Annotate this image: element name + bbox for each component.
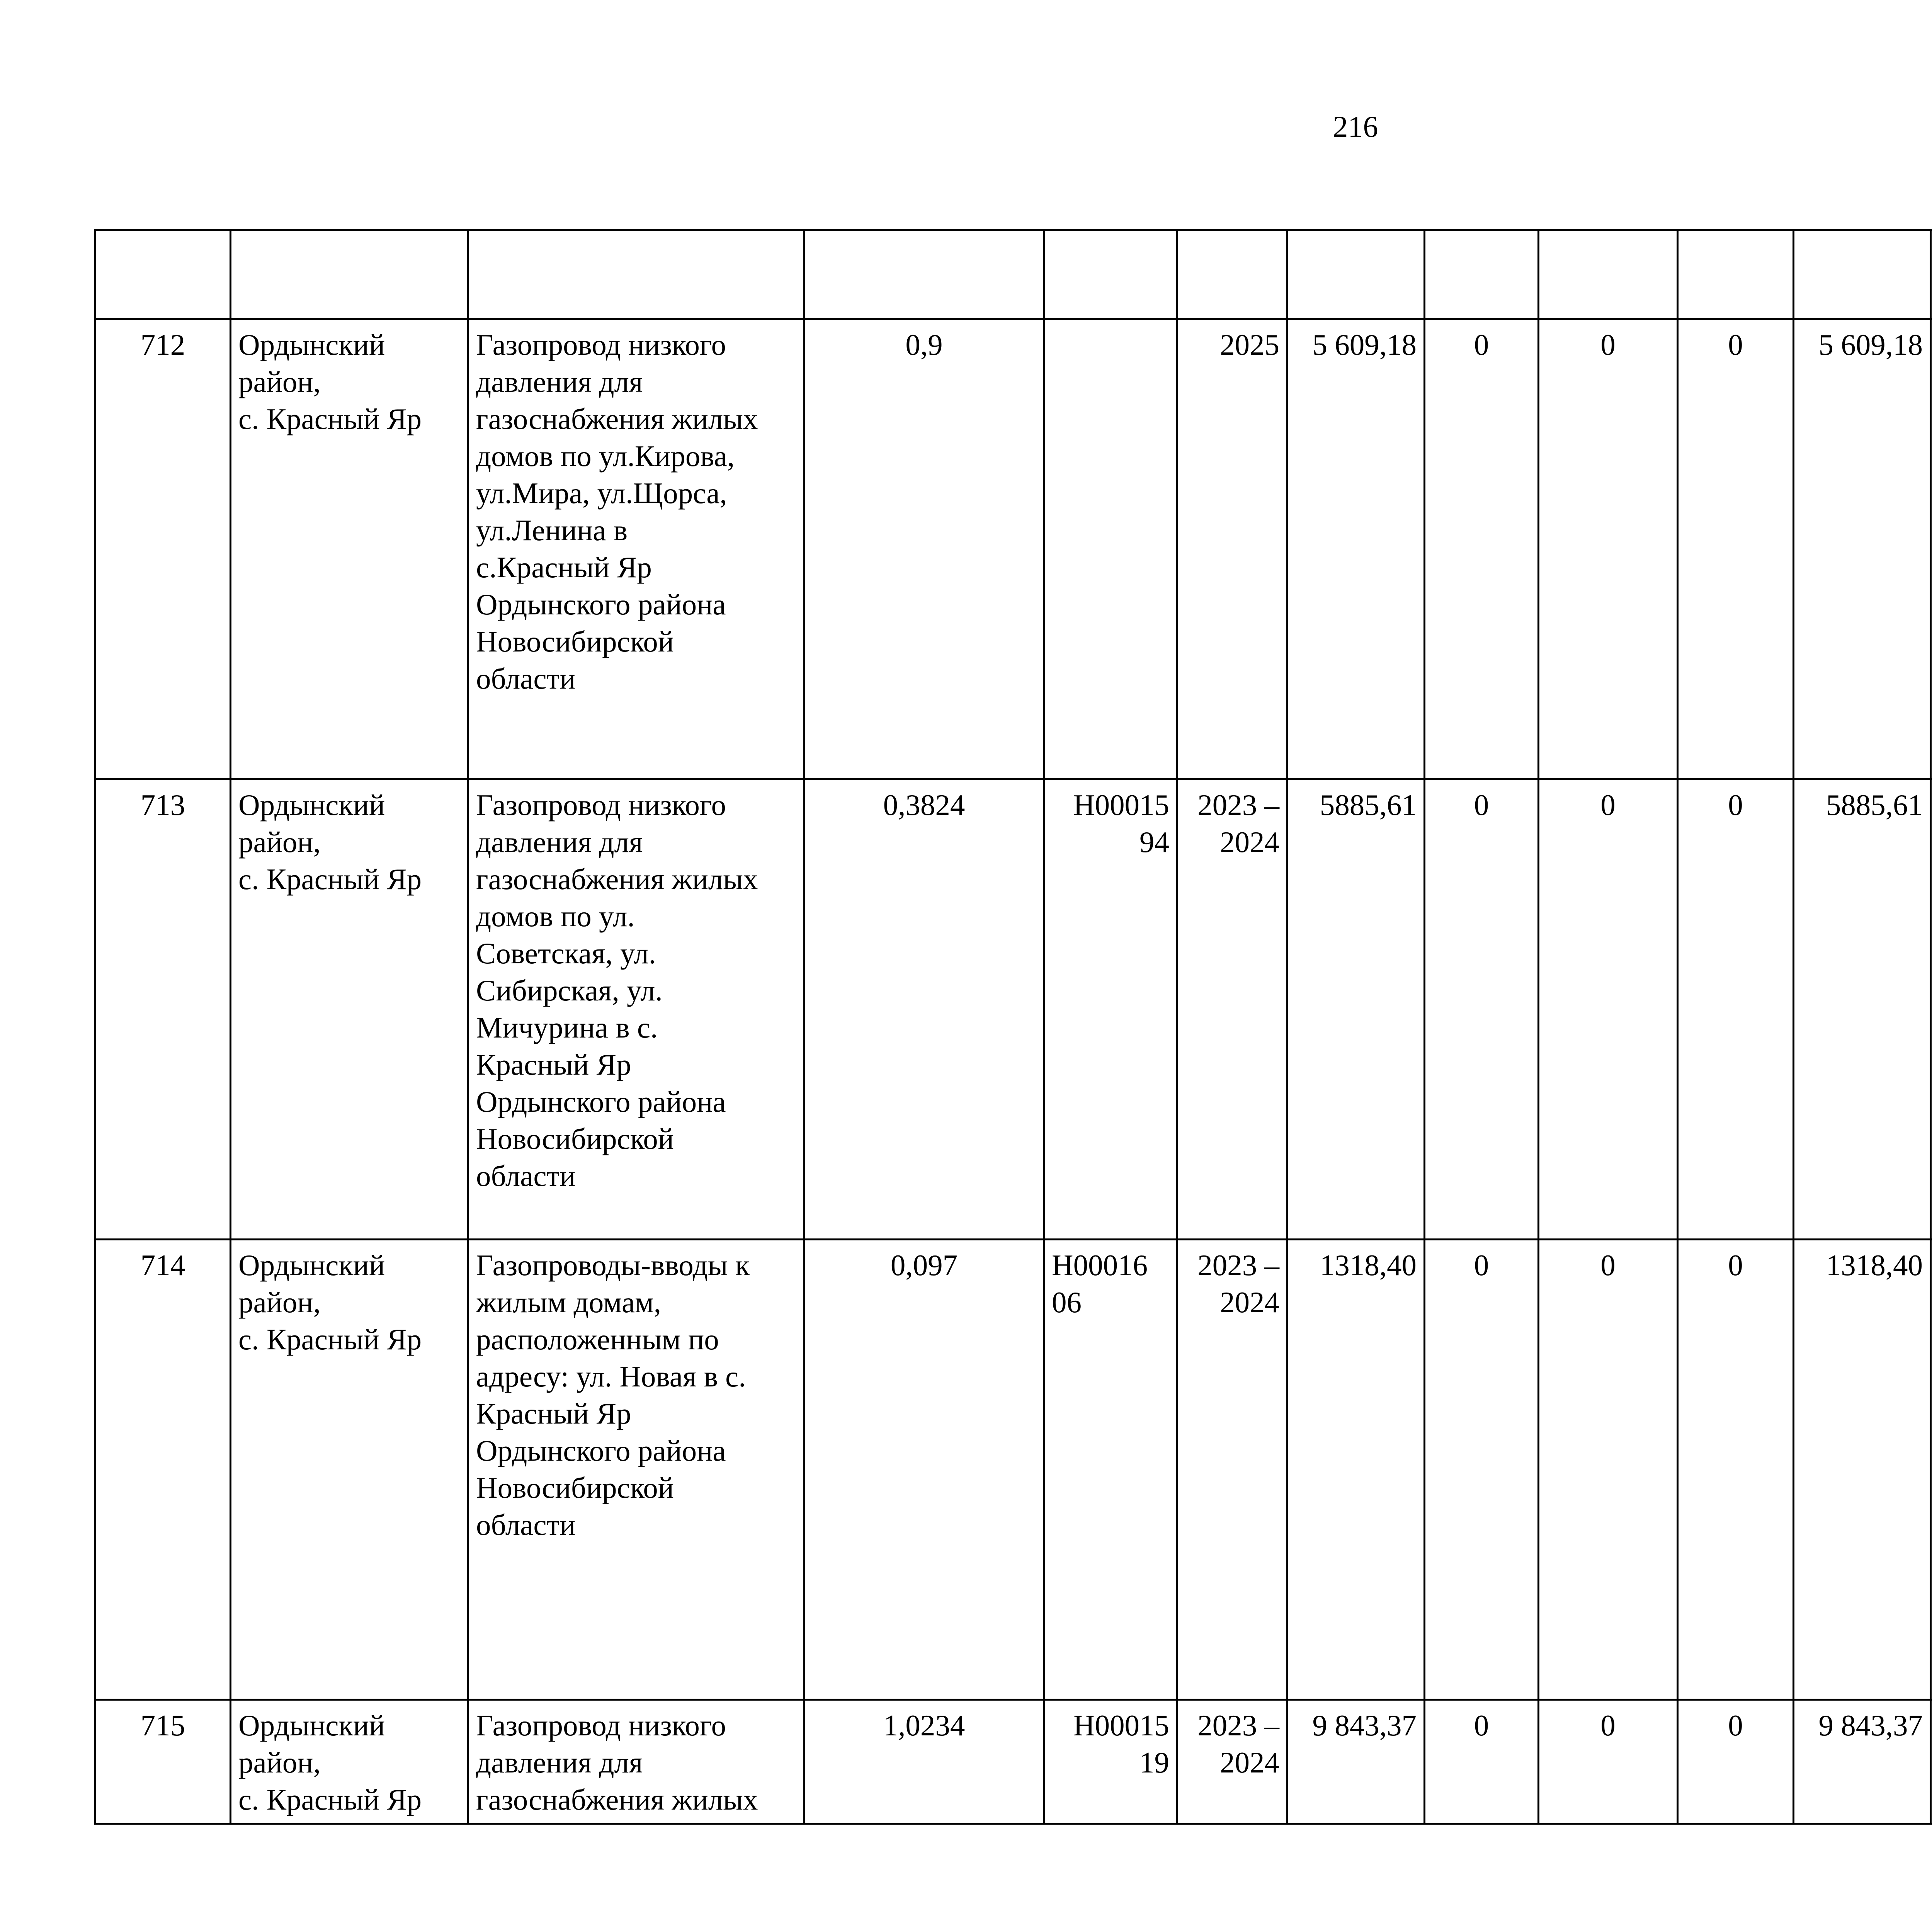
cell-other: 5885,61	[1794, 779, 1931, 1240]
table-row	[95, 779, 1932, 1240]
cell-other: 5 609,18	[1794, 319, 1931, 779]
cell-district: Ордынский район, с. Красный Яр	[231, 779, 468, 1240]
cell-object: Газопровод низкого давления для газоснабжения жилых	[468, 1700, 804, 1824]
cell-org	[1931, 319, 1932, 779]
cell-code	[1044, 230, 1177, 319]
cell-mun: 0	[1678, 779, 1794, 1240]
cell-fed: 0	[1425, 1700, 1539, 1824]
cell-reg: 0	[1539, 1240, 1678, 1700]
cell-years: 2023 – 2024	[1177, 779, 1287, 1240]
cell-code: Н00015 94	[1044, 779, 1177, 1240]
cell-district: Ордынский район, с. Красный Яр	[231, 1240, 468, 1700]
cell-object: Газопровод низкого давления для газоснабжения жилых домов по ул. Советская, ул. Сибирская, ул. Мичурина в с. Красный Яр Ордынского района Новосибирской области	[468, 779, 804, 1240]
cell-mun: 0	[1678, 319, 1794, 779]
cell-other	[1794, 230, 1931, 319]
cell-fed: 0	[1425, 319, 1539, 779]
cell-reg: 0	[1539, 779, 1678, 1240]
cell-reg: 0	[1539, 1700, 1678, 1824]
cell-fed: 0	[1425, 779, 1539, 1240]
cell-other: 1318,40	[1794, 1240, 1931, 1700]
cell-num: 714	[95, 1240, 231, 1700]
cell-years: 2023 – 2024	[1177, 1700, 1287, 1824]
cell-code: Н00015 19	[1044, 1700, 1177, 1824]
cell-length: 0,3824	[804, 779, 1044, 1240]
table-row	[95, 319, 1932, 779]
cell-district	[231, 230, 468, 319]
cell-org	[1931, 779, 1932, 1240]
cell-total: 9 843,37	[1287, 1700, 1425, 1824]
cell-total: 5885,61	[1287, 779, 1425, 1240]
cell-reg	[1539, 230, 1678, 319]
cell-object: Газопровод низкого давления для газоснабжения жилых домов по ул.Кирова, ул.Мира, ул.Щорса, ул.Ленина в с.Красный Яр Ордынского района Новосибирской области	[468, 319, 804, 779]
cell-mun: 0	[1678, 1700, 1794, 1824]
cell-code: Н00016 06	[1044, 1240, 1177, 1700]
cell-total: 1318,40	[1287, 1240, 1425, 1700]
cell-mun	[1678, 230, 1794, 319]
cell-org	[1931, 230, 1932, 319]
cell-length: 0,097	[804, 1240, 1044, 1700]
table-row	[95, 1240, 1932, 1700]
cell-num: 715	[95, 1700, 231, 1824]
cell-reg: 0	[1539, 319, 1678, 779]
table-row-continuation	[95, 230, 1932, 319]
cell-code	[1044, 319, 1177, 779]
cell-district: Ордынский район, с. Красный Яр	[231, 319, 468, 779]
cell-length: 0,9	[804, 319, 1044, 779]
cell-object: Газопроводы-вводы к жилым домам, расположенным по адресу: ул. Новая в с. Красный Яр Ордынского района Новосибирской области	[468, 1240, 804, 1700]
cell-district: Ордынский район, с. Красный Яр	[231, 1700, 468, 1824]
cell-total	[1287, 230, 1425, 319]
cell-years: 2025	[1177, 319, 1287, 779]
cell-object	[468, 230, 804, 319]
cell-length: 1,0234	[804, 1700, 1044, 1824]
page-number: 216	[1333, 110, 1378, 143]
cell-fed	[1425, 230, 1539, 319]
cell-length	[804, 230, 1044, 319]
cell-mun: 0	[1678, 1240, 1794, 1700]
cell-num	[95, 230, 231, 319]
cell-years	[1177, 230, 1287, 319]
cell-years: 2023 – 2024	[1177, 1240, 1287, 1700]
cell-org	[1931, 1240, 1932, 1700]
cell-num: 713	[95, 779, 231, 1240]
table-row	[95, 1700, 1932, 1824]
investment-program-table	[94, 229, 1932, 1825]
cell-total: 5 609,18	[1287, 319, 1425, 779]
cell-org	[1931, 1700, 1932, 1824]
cell-other: 9 843,37	[1794, 1700, 1931, 1824]
cell-fed: 0	[1425, 1240, 1539, 1700]
cell-num: 712	[95, 319, 231, 779]
